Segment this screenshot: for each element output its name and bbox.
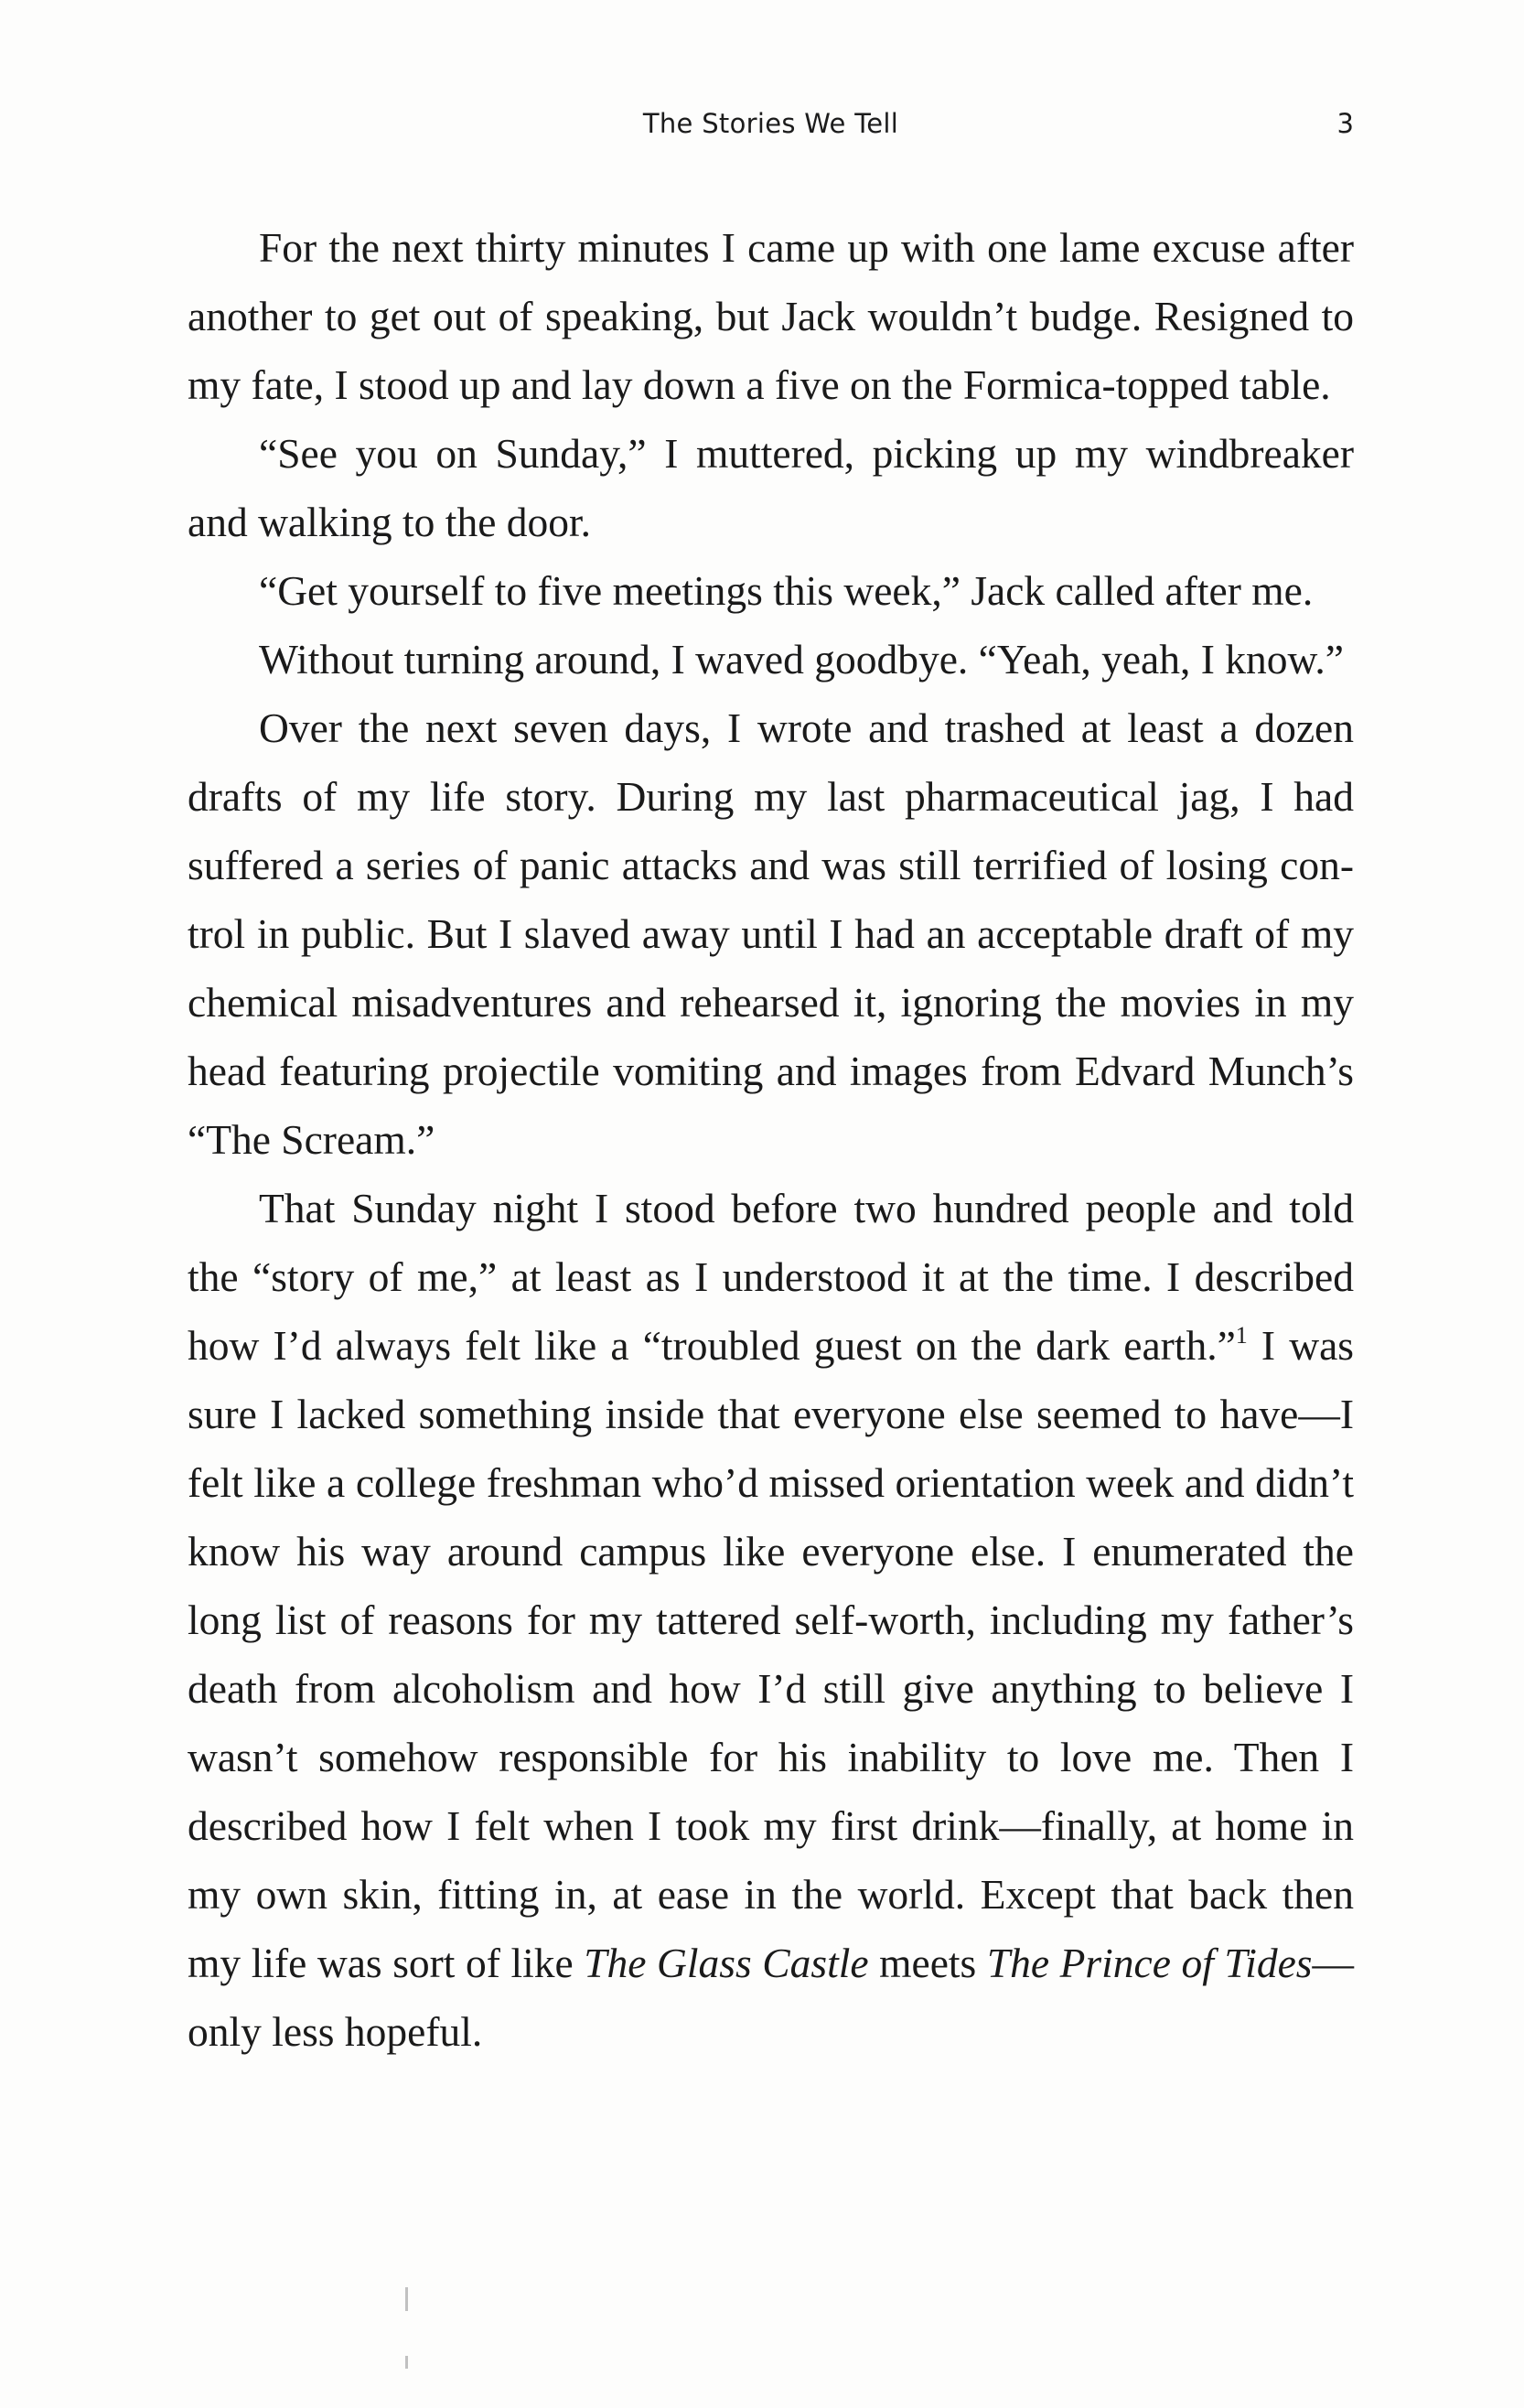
- paragraph-text: —only less hopeful.: [188, 1940, 1354, 2055]
- book-title-italic: The Prince of Tides: [986, 1940, 1313, 1986]
- footnote-marker: 1: [1235, 1322, 1248, 1349]
- running-head: [188, 108, 1354, 148]
- paragraph: For the next thirty minutes I came up with one lame excuse after another to get out of speaking, but Jack wouldn’t budge. Resigned to my fate, I stood up and lay down a five on the Formica-topped table.: [188, 224, 1354, 408]
- paragraph: Over the next seven days, I wrote and trashed at least a dozen drafts of my life story. During my last pharmaceutical jag, I had suffered a series of panic attacks and was still terrified of losing control in public. But I slaved away until I had an acceptable draft of my chemical misadventures and rehearsed it, ignoring the movies in my head featuring projectile vomiting and images from Edvard Munch’s “The Scream.”: [188, 704, 1354, 1163]
- paragraph: “See you on Sunday,” I muttered, picking up my windbreaker and walking to the door.: [188, 430, 1354, 545]
- running-title: The Stories We Tell: [642, 108, 899, 139]
- paragraph: Without turning around, I waved goodbye. “Yeah, yeah, I know.”: [259, 636, 1344, 683]
- page-number: 3: [1336, 108, 1354, 139]
- paragraph-text: That Sunday night I stood before two hundred people and told the “story of me,” at least as I understood it at the time. I described how I’d always felt like a “troubled guest on the dark earth.”: [188, 1185, 1354, 1369]
- paragraph: “Get yourself to five meetings this week,” Jack called after me.: [259, 567, 1314, 614]
- paragraph: [188, 1174, 1354, 2066]
- paragraph-text: I was sure I lacked something inside that everyone else seemed to have—I felt like a college freshman who’d missed orientation week and didn’t know his way around campus like everyone else. I enumerated the long list of reasons for my tattered self-worth, including my father’s death from alcoholism and how I’d still give anything to believe I wasn’t somehow responsible for his inability to love me. Then I described how I felt when I took my first drink—finally, at home in my own skin, fitting in, at ease in the world. Except that back then my life was sort of like: [188, 1322, 1354, 1986]
- scan-artifact-mark: [405, 2356, 408, 2369]
- scan-artifact-mark: [405, 2287, 408, 2311]
- book-title-italic: The Glass Castle: [584, 1940, 869, 1986]
- body-text: [188, 213, 1354, 2066]
- paragraph-text: meets: [868, 1940, 987, 1986]
